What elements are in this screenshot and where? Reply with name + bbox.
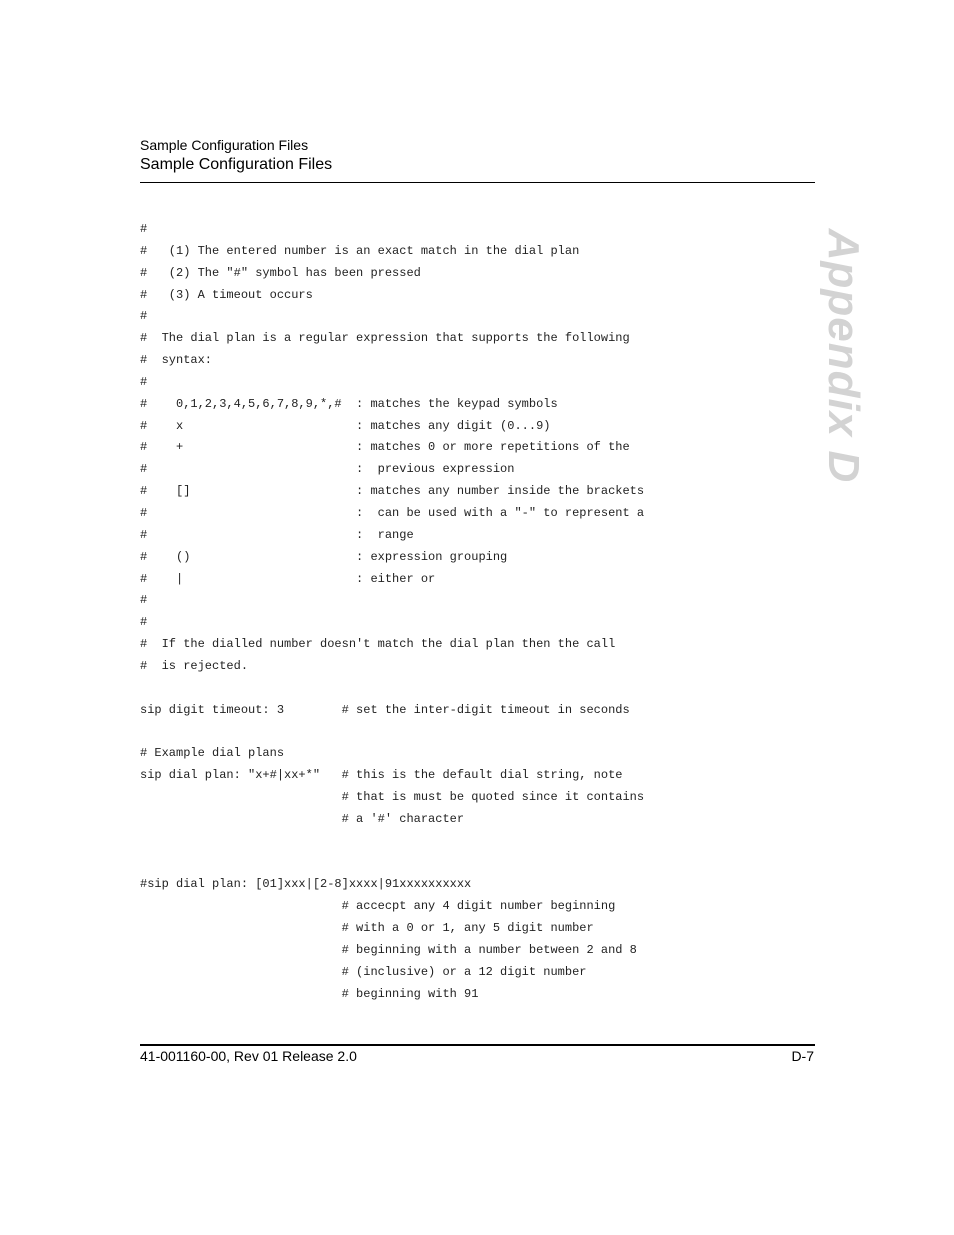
code-line: # syntax: <box>140 353 213 368</box>
code-line: # () : expression grouping <box>140 549 508 564</box>
code-line: # x : matches any digit (0...9) <box>140 418 551 433</box>
code-line: # The dial plan is a regular expression that supports the following <box>140 331 630 346</box>
code-line <box>140 721 644 743</box>
code-line: # If the dialled number doesn't match the dial plan then the call <box>140 637 616 652</box>
code-line: # (inclusive) or a 12 digit number <box>140 964 587 979</box>
code-line: # [] : matches any number inside the brackets <box>140 484 645 499</box>
document-id: 41-001160-00, Rev 01 Release 2.0 <box>140 1048 357 1064</box>
code-line: sip dial plan: "x+#|xx+*" # this is the default dial string, note <box>140 768 623 783</box>
code-line: # a '#' character <box>140 811 465 826</box>
code-line <box>140 678 644 700</box>
header-divider <box>140 182 815 183</box>
code-line: # | : either or <box>140 571 436 586</box>
code-line <box>140 831 644 853</box>
page-number: D-7 <box>791 1048 814 1064</box>
code-line: #sip dial plan: [01]xxx|[2-8]xxxx|91xxxxxxxxxx <box>140 877 472 892</box>
code-listing <box>140 219 644 1005</box>
code-line: # (2) The "#" symbol has been pressed <box>140 265 421 280</box>
code-line: # beginning with a number between 2 and 8 <box>140 942 637 957</box>
appendix-side-tab: Appendix D <box>819 228 868 484</box>
code-line: # <box>140 593 148 608</box>
footer-divider <box>140 1044 815 1046</box>
running-header: Sample Configuration Files <box>140 137 309 153</box>
code-line: # beginning with 91 <box>140 986 479 1001</box>
code-line: # (1) The entered number is an exact match in the dial plan <box>140 243 580 258</box>
code-line: # : range <box>140 527 414 542</box>
code-line: # Example dial plans <box>140 746 285 761</box>
code-line: # that is must be quoted since it contains <box>140 789 645 804</box>
section-title: Sample Configuration Files <box>140 156 333 173</box>
code-line: # <box>140 374 148 389</box>
code-line: # with a 0 or 1, any 5 digit number <box>140 921 594 935</box>
code-line: # + : matches 0 or more repetitions of the <box>140 440 630 455</box>
code-line <box>140 852 644 874</box>
code-line: # <box>140 615 148 630</box>
code-line: # : previous expression <box>140 462 515 477</box>
code-line: # <box>140 222 148 236</box>
code-line: sip digit timeout: 3 # set the inter-digit timeout in seconds <box>140 702 630 717</box>
code-line: # is rejected. <box>140 658 249 673</box>
code-line: # (3) A timeout occurs <box>140 287 313 302</box>
code-line: # : can be used with a "-" to represent a <box>140 505 645 520</box>
code-line: # accecpt any 4 digit number beginning <box>140 899 616 914</box>
code-line: # 0,1,2,3,4,5,6,7,8,9,*,# : matches the keypad symbols <box>140 396 558 411</box>
code-line: # <box>140 309 148 324</box>
